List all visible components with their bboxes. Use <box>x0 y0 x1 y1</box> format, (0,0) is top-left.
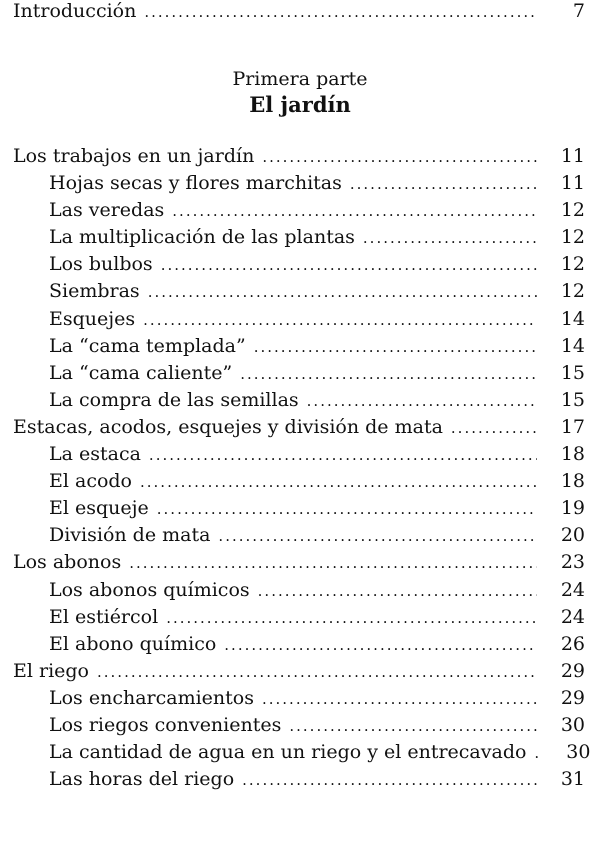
toc-subentry[interactable] <box>13 441 585 468</box>
toc-entry-title: Los bulbos <box>49 253 153 276</box>
toc-entry-page: 12 <box>560 280 585 303</box>
toc-entry-title: Esquejes <box>49 307 136 330</box>
dot-leader <box>289 713 537 740</box>
toc-entry[interactable] <box>13 414 585 441</box>
toc-entry-page: 30 <box>566 741 591 764</box>
toc-entry-title: El abono químico <box>49 632 217 655</box>
part-subtitle: Primera parte <box>232 68 368 90</box>
toc-entry-page: 19 <box>560 497 585 520</box>
dot-leader <box>129 550 537 577</box>
dot-leader <box>254 334 537 361</box>
toc-entry-title: Las horas del riego <box>49 768 235 791</box>
toc-entry-page: 11 <box>560 145 585 167</box>
toc-subentry[interactable] <box>13 170 585 197</box>
dot-leader <box>97 659 537 686</box>
toc-entry-page: 7 <box>572 0 585 22</box>
toc-subentry[interactable] <box>13 577 585 604</box>
dot-leader <box>166 605 537 632</box>
toc-entry-page: 18 <box>560 470 585 493</box>
toc-subentry[interactable] <box>13 685 585 712</box>
toc-subentry[interactable] <box>13 333 585 360</box>
toc-subentry[interactable] <box>13 197 585 224</box>
toc-entry-page: 17 <box>560 415 585 438</box>
toc-subentry[interactable] <box>13 631 585 658</box>
toc-entry-page: 29 <box>560 659 585 682</box>
toc-subentry[interactable] <box>13 224 585 251</box>
toc-subentry[interactable] <box>13 306 585 333</box>
toc-list <box>13 143 591 793</box>
toc-subentry[interactable] <box>13 468 585 495</box>
toc-entry-page: 26 <box>560 632 585 655</box>
toc-entry-page: 12 <box>560 199 585 222</box>
dot-leader <box>140 469 537 496</box>
toc-entry-title: El estiércol <box>49 605 159 628</box>
toc-subentry[interactable] <box>13 522 585 549</box>
toc-entry-title: La “cama templada” <box>49 334 246 357</box>
toc-entry-title: Hojas secas y flores marchitas <box>49 172 342 195</box>
toc-entry-title: Los abonos químicos <box>49 578 250 601</box>
toc-entry-page: 23 <box>560 551 585 574</box>
toc-entry-title: El acodo <box>49 470 132 493</box>
toc-entry[interactable] <box>13 549 585 576</box>
toc-entry-title: Los encharcamientos <box>49 686 254 709</box>
toc-subentry[interactable] <box>13 360 585 387</box>
toc-entry-title: Los riegos convenientes <box>49 713 282 736</box>
toc-entry-page: 30 <box>560 713 585 736</box>
dot-leader <box>157 496 537 523</box>
dot-leader <box>161 252 537 279</box>
dot-leader <box>224 632 537 659</box>
dot-leader <box>149 442 537 469</box>
toc-subentry[interactable] <box>13 495 585 522</box>
toc-entry[interactable] <box>13 658 585 685</box>
dot-leader <box>534 740 542 767</box>
toc-entry-title: La multiplicación de las plantas <box>49 226 355 249</box>
toc-subentry[interactable] <box>13 604 585 631</box>
toc-subentry[interactable] <box>13 739 591 766</box>
toc-entry-title: La “cama caliente” <box>49 361 233 384</box>
toc-entry-page: 12 <box>560 253 585 276</box>
toc-entry-introduccion[interactable] <box>13 0 585 25</box>
dot-leader <box>143 307 537 334</box>
toc-entry-page: 24 <box>560 605 585 628</box>
dot-leader <box>262 144 537 171</box>
toc-entry-title: Introducción <box>13 0 137 22</box>
toc-entry-page: 15 <box>560 361 585 384</box>
part-title: El jardín <box>249 92 351 117</box>
dot-leader <box>148 279 537 306</box>
toc-entry-title: Los trabajos en un jardín <box>13 145 255 167</box>
toc-entry[interactable] <box>13 143 585 170</box>
toc-entry-page: 14 <box>560 307 585 330</box>
toc-entry-title: División de mata <box>49 524 211 547</box>
toc-entry-title: Los abonos <box>13 551 122 574</box>
toc-entry-title: Estacas, acodos, esquejes y división de mata <box>13 415 443 438</box>
dot-leader <box>451 415 537 442</box>
toc-subentry[interactable] <box>13 387 585 414</box>
toc-subentry[interactable] <box>13 712 585 739</box>
toc-entry-page: 29 <box>560 686 585 709</box>
dot-leader <box>172 198 537 225</box>
toc-entry-title: La cantidad de agua en un riego y el entrecavado <box>49 741 527 764</box>
dot-leader <box>258 578 537 605</box>
toc-entry-page: 12 <box>560 226 585 249</box>
dot-leader <box>144 0 537 26</box>
dot-leader <box>350 171 537 198</box>
dot-leader <box>242 767 537 794</box>
toc-entry-page: 20 <box>560 524 585 547</box>
toc-entry-title: Siembras <box>49 280 140 303</box>
toc-entry-page: 11 <box>560 172 585 195</box>
dot-leader <box>218 523 537 550</box>
toc-entry-page: 14 <box>560 334 585 357</box>
dot-leader <box>262 686 537 713</box>
dot-leader <box>307 388 537 415</box>
toc-entry-page: 15 <box>560 388 585 411</box>
toc-entry-title: Las veredas <box>49 199 165 222</box>
toc-subentry[interactable] <box>13 766 585 793</box>
toc-entry-title: El riego <box>13 659 89 682</box>
dot-leader <box>240 361 537 388</box>
toc-entry-title: El esqueje <box>49 497 149 520</box>
toc-entry-page: 18 <box>560 443 585 466</box>
toc-subentry[interactable] <box>13 251 585 278</box>
toc-entry-title: La compra de las semillas <box>49 388 299 411</box>
toc-entry-page: 24 <box>560 578 585 601</box>
toc-entry-title: La estaca <box>49 443 141 466</box>
dot-leader <box>363 225 537 252</box>
toc-entry-page: 31 <box>560 768 585 791</box>
toc-subentry[interactable] <box>13 278 585 305</box>
